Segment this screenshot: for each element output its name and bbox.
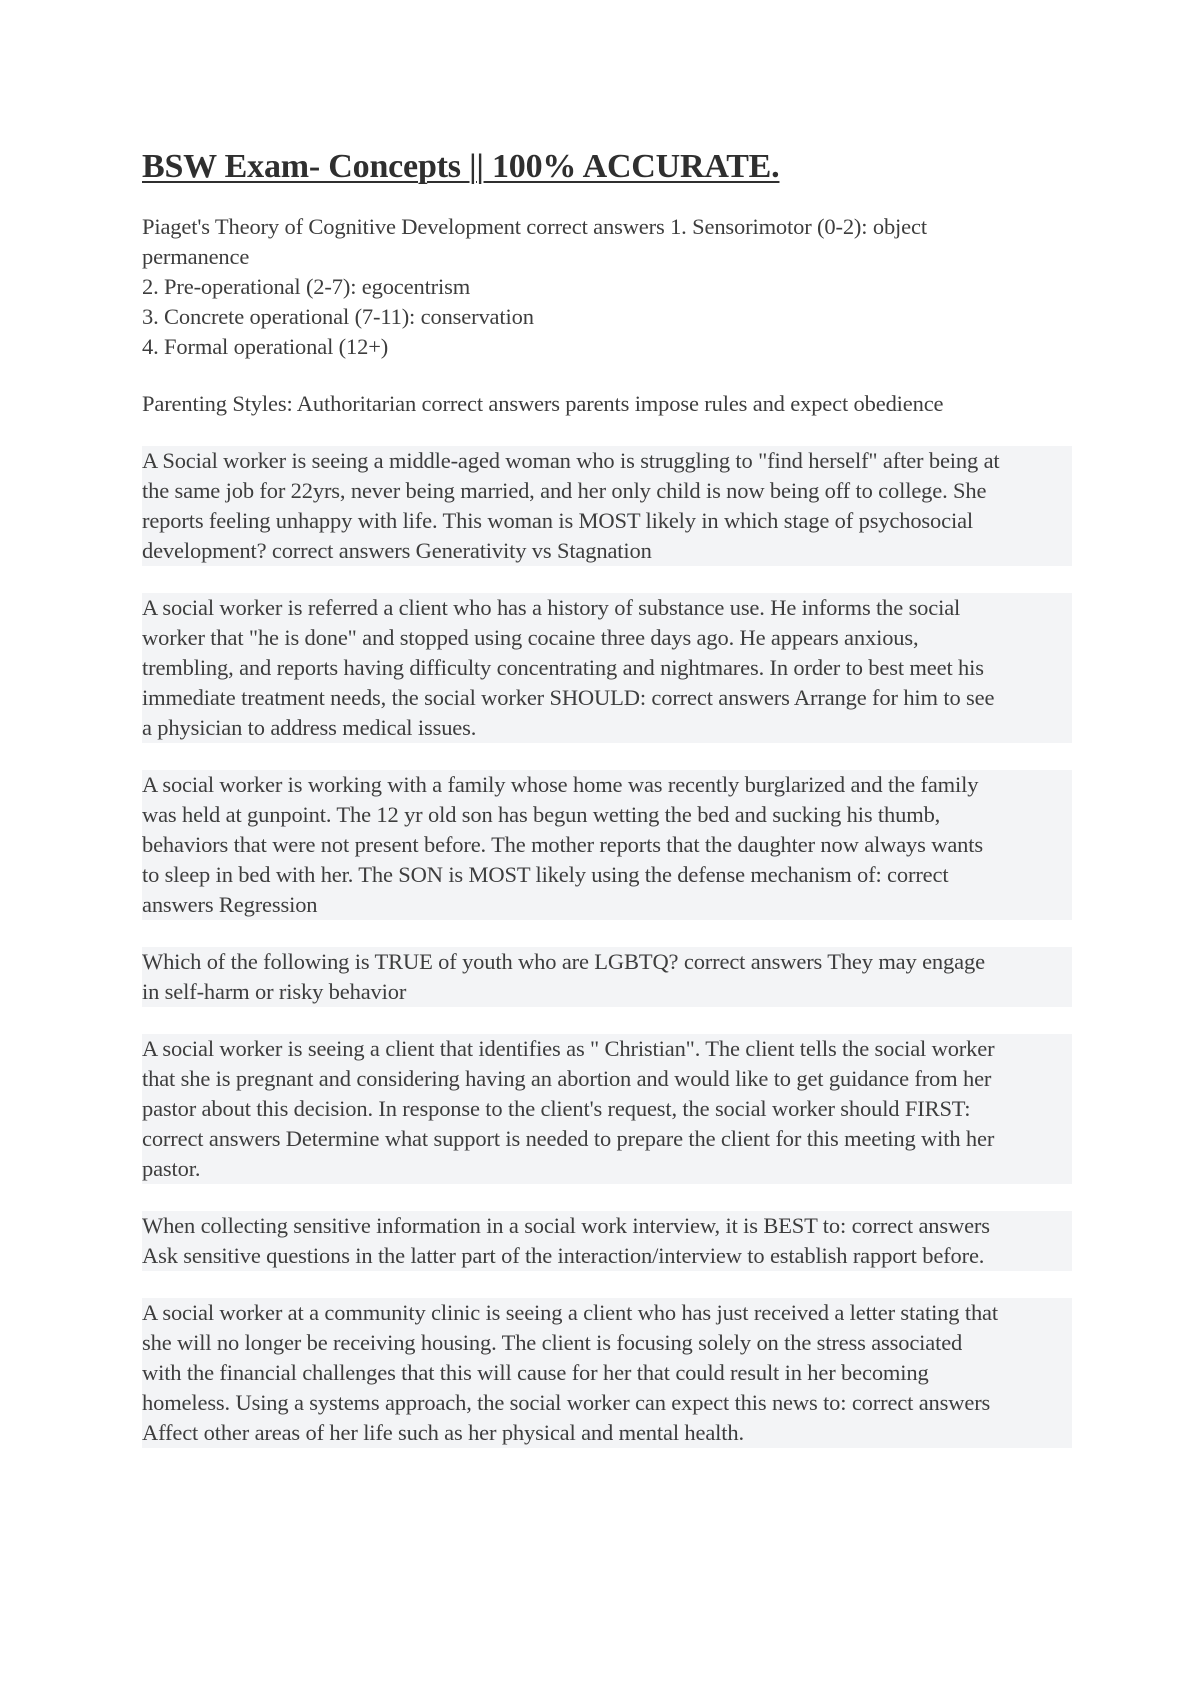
qa-text (142, 1034, 1072, 1184)
text-line: permanence (142, 244, 250, 269)
text-line: a physician to address medical issues. (142, 715, 477, 740)
qa-text (142, 1211, 1072, 1271)
text-line: Piaget's Theory of Cognitive Development correct answers 1. Sensorimotor (0-2): object (142, 214, 927, 239)
text-line: that she is pregnant and considering having an abortion and would like to get guidance from her (142, 1066, 992, 1091)
qa-text (142, 770, 1072, 920)
text-line: pastor. (142, 1156, 201, 1181)
qa-text (142, 593, 1072, 743)
qa-entry-regression (142, 770, 1072, 920)
text-line: worker that "he is done" and stopped using cocaine three days ago. He appears anxious, (142, 625, 919, 650)
text-line: she will no longer be receiving housing. The client is focusing solely on the stress associated (142, 1330, 963, 1355)
text-line: A social worker is working with a family whose home was recently burglarized and the family (142, 772, 979, 797)
qa-entry-systems (142, 1298, 1072, 1448)
text-line: correct answers Determine what support is needed to prepare the client for this meeting with her (142, 1126, 995, 1151)
qa-text (142, 389, 1072, 419)
text-line: was held at gunpoint. The 12 yr old son has begun wetting the bed and sucking his thumb, (142, 802, 941, 827)
text-line: with the financial challenges that this will cause for her that could result in her becoming (142, 1360, 929, 1385)
text-line: trembling, and reports having difficulty concentrating and nightmares. In order to best meet his (142, 655, 984, 680)
text-line: homeless. Using a systems approach, the social worker can expect this news to: correct answers (142, 1390, 991, 1415)
qa-entry-sensitive-info (142, 1211, 1072, 1271)
document-page (142, 148, 1072, 1475)
qa-entry-psychosocial (142, 446, 1072, 566)
qa-text (142, 1298, 1072, 1448)
text-line: 4. Formal operational (12+) (142, 334, 389, 359)
text-line: development? correct answers Generativity vs Stagnation (142, 538, 652, 563)
qa-text (142, 212, 1072, 362)
text-line: behaviors that were not present before. The mother reports that the daughter now always wants (142, 832, 983, 857)
text-line: immediate treatment needs, the social worker SHOULD: correct answers Arrange for him to see (142, 685, 995, 710)
qa-entry-christian (142, 1034, 1072, 1184)
text-line: Which of the following is TRUE of youth who are LGBTQ? correct answers They may engage (142, 949, 985, 974)
document-title: BSW Exam- Concepts || 100% ACCURATE. (142, 148, 780, 185)
text-line: 3. Concrete operational (7-11): conservation (142, 304, 534, 329)
text-line: A social worker is seeing a client that identifies as " Christian". The client tells the social worker (142, 1036, 995, 1061)
text-line: 2. Pre-operational (2-7): egocentrism (142, 274, 471, 299)
text-line: Affect other areas of her life such as her physical and mental health. (142, 1420, 744, 1445)
qa-entry-parenting (142, 389, 1072, 419)
qa-entry-piaget (142, 212, 1072, 362)
text-line: A social worker is referred a client who has a history of substance use. He informs the social (142, 595, 961, 620)
text-line: Ask sensitive questions in the latter part of the interaction/interview to establish rapport before. (142, 1243, 985, 1268)
text-line: A Social worker is seeing a middle-aged woman who is struggling to "find herself" after being at (142, 448, 1000, 473)
text-line: reports feeling unhappy with life. This woman is MOST likely in which stage of psychosocial (142, 508, 974, 533)
qa-entry-lgbtq (142, 947, 1072, 1007)
text-line: answers Regression (142, 892, 318, 917)
text-line: When collecting sensitive information in a social work interview, it is BEST to: correct answers (142, 1213, 990, 1238)
text-line: pastor about this decision. In response to the client's request, the social worker should FIRST: (142, 1096, 971, 1121)
text-line: in self-harm or risky behavior (142, 979, 407, 1004)
text-line: A social worker at a community clinic is seeing a client who has just received a letter stating that (142, 1300, 998, 1325)
text-line: to sleep in bed with her. The SON is MOST likely using the defense mechanism of: correct (142, 862, 949, 887)
text-line: the same job for 22yrs, never being married, and her only child is now being off to college. She (142, 478, 987, 503)
qa-text (142, 446, 1072, 566)
text-line: Parenting Styles: Authoritarian correct answers parents impose rules and expect obedience (142, 391, 944, 416)
qa-text (142, 947, 1072, 1007)
qa-entry-substance (142, 593, 1072, 743)
